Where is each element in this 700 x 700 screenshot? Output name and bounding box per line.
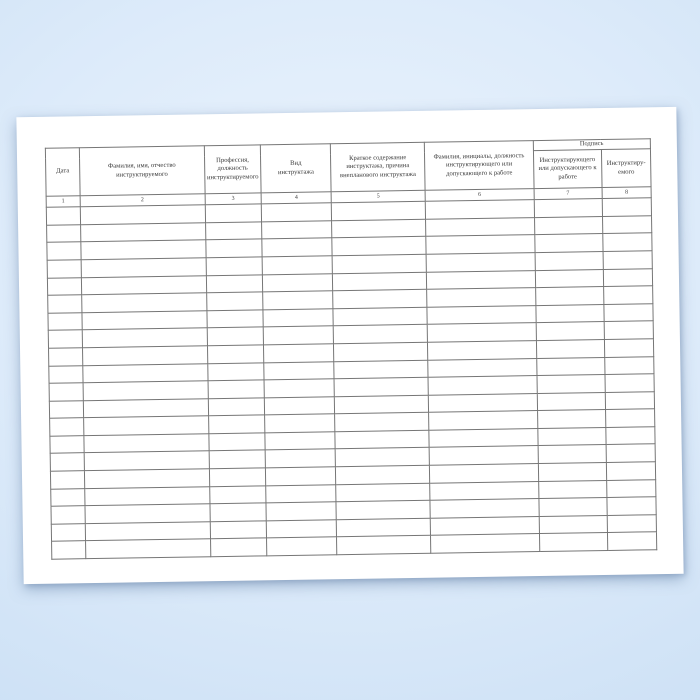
empty-cell — [47, 260, 81, 278]
empty-cell — [48, 295, 82, 313]
empty-cell — [534, 199, 603, 218]
empty-cell — [262, 221, 332, 240]
empty-cell — [82, 293, 207, 313]
empty-cell — [84, 451, 209, 471]
empty-cell — [334, 377, 429, 396]
empty-cell — [428, 376, 537, 395]
empty-cell — [537, 410, 606, 429]
empty-cell — [81, 258, 206, 278]
empty-cell — [427, 323, 536, 342]
empty-cell — [80, 205, 205, 225]
table-header — [45, 139, 651, 208]
empty-cell — [83, 363, 208, 383]
empty-cell — [205, 204, 262, 222]
empty-cell — [335, 465, 430, 484]
empty-cell — [607, 497, 656, 515]
empty-cell — [428, 340, 537, 359]
empty-cell — [209, 503, 266, 521]
empty-cell — [535, 287, 604, 306]
empty-cell — [336, 518, 431, 537]
empty-cell — [331, 201, 426, 220]
empty-cell — [82, 346, 207, 366]
empty-cell — [83, 381, 208, 401]
empty-cell — [606, 444, 655, 462]
col-header-instructor-name: Фамилия, инициалы, должность инструктирующего или допускающего к работе — [425, 141, 534, 191]
empty-cell — [603, 233, 652, 251]
empty-cell — [429, 428, 538, 447]
empty-cell — [51, 524, 85, 542]
empty-cell — [50, 436, 84, 454]
col-header-instructed-name: Фамилия, имя, отчество инструктируемого — [79, 146, 204, 196]
empty-cell — [429, 446, 538, 465]
empty-cell — [331, 219, 426, 238]
empty-cell — [334, 360, 429, 379]
empty-cell — [336, 483, 431, 502]
empty-cell — [210, 538, 267, 556]
empty-cell — [205, 239, 262, 257]
empty-cell — [536, 322, 605, 341]
empty-cell — [264, 326, 334, 345]
empty-cell — [426, 217, 535, 236]
empty-cell — [48, 312, 82, 330]
empty-cell — [206, 292, 263, 310]
empty-cell — [603, 268, 652, 286]
empty-cell — [426, 253, 535, 272]
empty-cell — [209, 485, 266, 503]
empty-cell — [85, 539, 210, 559]
empty-cell — [332, 237, 427, 256]
empty-cell — [51, 488, 85, 506]
empty-cell — [84, 434, 209, 454]
empty-cell — [534, 216, 603, 235]
empty-cell — [208, 380, 265, 398]
empty-cell — [267, 537, 337, 556]
empty-cell — [426, 200, 535, 219]
empty-cell — [332, 272, 427, 291]
empty-cell — [606, 462, 655, 480]
column-number: 1 — [46, 196, 80, 208]
empty-cell — [265, 396, 335, 415]
empty-cell — [602, 215, 651, 233]
empty-cell — [539, 515, 608, 534]
empty-cell — [83, 398, 208, 418]
empty-cell — [536, 339, 605, 358]
col-header-date: Дата — [45, 148, 80, 197]
empty-cell — [603, 251, 652, 269]
empty-cell — [427, 288, 536, 307]
column-number: 5 — [331, 190, 426, 202]
empty-cell — [606, 427, 655, 445]
empty-cell — [604, 286, 653, 304]
empty-cell — [604, 303, 653, 321]
empty-cell — [47, 224, 81, 242]
empty-cell — [49, 365, 83, 383]
empty-cell — [265, 449, 335, 468]
empty-cell — [209, 468, 266, 486]
empty-cell — [47, 277, 81, 295]
col-header-instruction-summary: Краткое содержание инструктажа, причина внепланового инструктажа — [330, 142, 425, 192]
empty-cell — [262, 256, 332, 275]
empty-cell — [207, 362, 264, 380]
empty-cell — [605, 356, 654, 374]
empty-cell — [264, 344, 334, 363]
empty-cell — [48, 330, 82, 348]
empty-cell — [206, 257, 263, 275]
empty-cell — [49, 348, 83, 366]
empty-cell — [81, 275, 206, 295]
column-number: 2 — [80, 194, 205, 207]
empty-cell — [333, 325, 428, 344]
empty-cell — [333, 342, 428, 361]
column-number: 3 — [205, 193, 262, 205]
empty-cell — [50, 453, 84, 471]
col-header-instruction-type: Вид инструктажа — [261, 144, 331, 193]
empty-cell — [263, 273, 333, 292]
empty-cell — [536, 357, 605, 376]
empty-cell — [335, 430, 430, 449]
empty-cell — [49, 383, 83, 401]
empty-cell — [266, 467, 336, 486]
empty-cell — [208, 415, 265, 433]
empty-cell — [206, 274, 263, 292]
column-number: 4 — [261, 192, 331, 204]
empty-cell — [85, 504, 210, 524]
empty-cell — [537, 375, 606, 394]
empty-cell — [206, 310, 263, 328]
empty-cell — [605, 374, 654, 392]
empty-cell — [265, 432, 335, 451]
empty-cell — [266, 502, 336, 521]
empty-cell — [80, 223, 205, 243]
empty-cell — [607, 515, 656, 533]
empty-cell — [431, 516, 540, 535]
column-number: 8 — [602, 187, 651, 199]
empty-cell — [607, 479, 656, 497]
empty-cell — [605, 391, 654, 409]
empty-cell — [334, 413, 429, 432]
empty-cell — [209, 450, 266, 468]
empty-cell — [50, 418, 84, 436]
empty-cell — [49, 400, 83, 418]
empty-cell — [607, 532, 656, 550]
empty-cell — [81, 240, 206, 260]
empty-cell — [429, 411, 538, 430]
empty-cell — [336, 536, 431, 555]
empty-cell — [82, 328, 207, 348]
empty-cell — [538, 445, 607, 464]
col-header-profession: Профессия, должность инструктируемого — [204, 145, 262, 194]
empty-cell — [263, 291, 333, 310]
empty-cell — [52, 541, 86, 559]
empty-cell — [430, 481, 539, 500]
empty-cell — [332, 254, 427, 273]
empty-cell — [85, 486, 210, 506]
col-header-instructor-signature: Инструктирующего или допускающего к работе — [533, 150, 602, 189]
empty-cell — [265, 414, 335, 433]
empty-cell — [334, 395, 429, 414]
empty-cell — [604, 339, 653, 357]
empty-cell — [50, 471, 84, 489]
empty-cell — [46, 207, 80, 225]
empty-cell — [428, 358, 537, 377]
empty-cell — [539, 498, 608, 517]
empty-cell — [535, 269, 604, 288]
empty-cell — [333, 289, 428, 308]
empty-cell — [207, 345, 264, 363]
empty-cell — [430, 464, 539, 483]
empty-cell — [210, 521, 267, 539]
empty-cell — [333, 307, 428, 326]
empty-cell — [538, 463, 607, 482]
empty-cell — [336, 501, 431, 520]
empty-cell — [538, 480, 607, 499]
empty-cell — [537, 392, 606, 411]
empty-cell — [267, 520, 337, 539]
empty-cell — [262, 203, 332, 222]
empty-cell — [539, 533, 608, 552]
empty-cell — [604, 321, 653, 339]
empty-cell — [85, 522, 210, 542]
empty-cell — [84, 469, 209, 489]
empty-cell — [207, 327, 264, 345]
empty-cell — [431, 534, 540, 553]
empty-cell — [262, 238, 332, 257]
col-header-instructed-signature: Инструктиру-емого — [601, 149, 651, 188]
empty-cell — [83, 416, 208, 436]
empty-cell — [205, 222, 262, 240]
empty-cell — [534, 234, 603, 253]
empty-cell — [264, 379, 334, 398]
document-page — [16, 107, 683, 584]
empty-cell — [429, 393, 538, 412]
empty-cell — [605, 409, 654, 427]
empty-cell — [208, 398, 265, 416]
empty-cell — [263, 308, 333, 327]
empty-cell — [537, 427, 606, 446]
empty-cell — [51, 506, 85, 524]
empty-cell — [535, 251, 604, 270]
column-number: 7 — [534, 188, 603, 200]
empty-cell — [602, 198, 651, 216]
empty-cell — [426, 235, 535, 254]
empty-cell — [335, 448, 430, 467]
table-body — [46, 198, 656, 559]
empty-cell — [427, 305, 536, 324]
column-number: 6 — [425, 189, 533, 202]
empty-cell — [264, 361, 334, 380]
empty-cell — [535, 304, 604, 323]
empty-cell — [430, 499, 539, 518]
empty-cell — [427, 270, 536, 289]
signature-group-header: Подпись — [533, 139, 651, 151]
empty-cell — [266, 484, 336, 503]
empty-cell — [47, 242, 81, 260]
instruction-log-table — [45, 138, 657, 559]
empty-cell — [208, 433, 265, 451]
empty-cell — [82, 310, 207, 330]
